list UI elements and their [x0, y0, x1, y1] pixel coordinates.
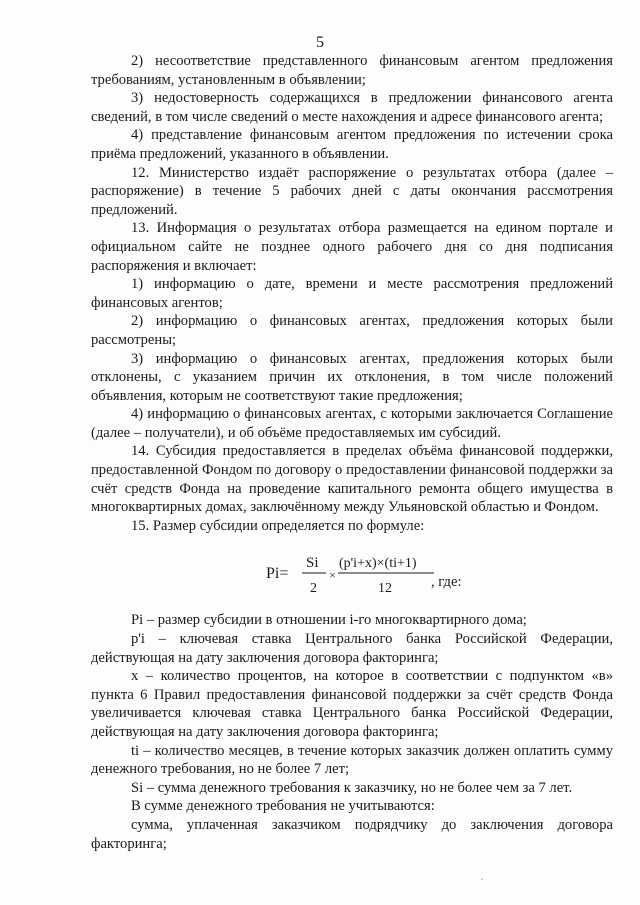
paragraph: 2) информацию о финансовых агентах, предложения которых были рассмотрены; — [91, 313, 613, 348]
page-number: 5 — [316, 34, 324, 51]
paragraph: p'i – ключевая ставка Центрального банка Российской Федерации, действующая на дату заключения договора факторинга; — [91, 631, 613, 666]
paragraph: сумма, уплаченная заказчиком подрядчику до заключения договора факторинга; — [91, 816, 613, 852]
formula-tail: , где: — [431, 574, 462, 591]
paragraph: В сумме денежного требования не учитываются: — [131, 798, 435, 815]
formula-graphic — [266, 543, 436, 603]
paragraph: 4) представление финансовым агентом предложения по истечении срока приёма предложений, указанного в объявлении. — [91, 127, 613, 162]
document-body — [91, 52, 613, 853]
paragraphs-before-formula — [91, 52, 613, 535]
paragraph: 14. Субсидия предоставляется в пределах объёма финансовой поддержки, предоставленной Фондом по договору о предоставлении финансовой поддержки за счёт средств Фонда на проведение капитального ремонта общего имущества в многоквартирных домах, заключённому между Ульяновской областью и Фондом. — [91, 443, 613, 516]
paragraph: 12. Министерство издаёт распоряжение о результатах отбора (далее – распоряжение) в течение 5 рабочих дней с даты окончания рассмотрения предложений. — [91, 164, 613, 218]
paragraph: Pi – размер субсидии в отношении i-го многоквартирного дома; — [131, 612, 527, 629]
paragraph: 3) недостоверность содержащихся в предложении финансового агента сведений, в том числе сведений о месте нахождения и адресе финансового агента; — [91, 90, 613, 125]
paragraph: ti – количество месяцев, в течение которых заказчик должен оплатить сумму денежного требования, но не более 7 лет; — [91, 742, 613, 778]
paragraph: x – количество процентов, на которое в соответствии с подпунктом «в» пункта 6 Правил предоставления финансовой поддержки за счёт средств Фонда увеличивается ключевая ставка Центрального банка Российской Федерации, действующая на дату заключения договора факторинга; — [91, 668, 613, 740]
paragraph: Si – сумма денежного требования к заказчику, но не более чем за 7 лет. — [131, 779, 573, 796]
paragraph: 2) несоответствие представленного финансовым агентом предложения требованиям, установленным в объявлении; — [91, 53, 613, 88]
formula-times: × — [329, 568, 336, 583]
paragraph: 1) информацию о дате, времени и месте рассмотрения предложений финансовых агентов; — [91, 276, 613, 311]
formula-num-right: (p'i+x)×(ti+1) — [339, 556, 417, 572]
scan-speck — [481, 878, 483, 880]
paragraph: 4) информацию о финансовых агентах, с которыми заключается Соглашение (далее – получатели), и об объёме предоставляемых им субсидий. — [91, 406, 613, 441]
formula-num-left: Si — [306, 555, 319, 572]
paragraphs-after-formula — [91, 611, 613, 853]
formula-den-left: 2 — [310, 581, 317, 597]
formula-den-right: 12 — [378, 581, 392, 597]
subsidy-formula — [91, 543, 613, 605]
paragraph: 15. Размер субсидии определяется по формуле: — [131, 517, 425, 534]
formula-lhs: Pi= — [266, 565, 289, 583]
paragraph: 3) информацию о финансовых агентах, предложения которых были отклонены, с указанием причин их отклонения, в том числе положений объявления, которым не соответствуют такие предложения; — [91, 350, 613, 404]
paragraph: 13. Информация о результатах отбора размещается на едином портале и официальном сайте не позднее одного рабочего дня со дня подписания распоряжения и включает: — [91, 220, 613, 274]
